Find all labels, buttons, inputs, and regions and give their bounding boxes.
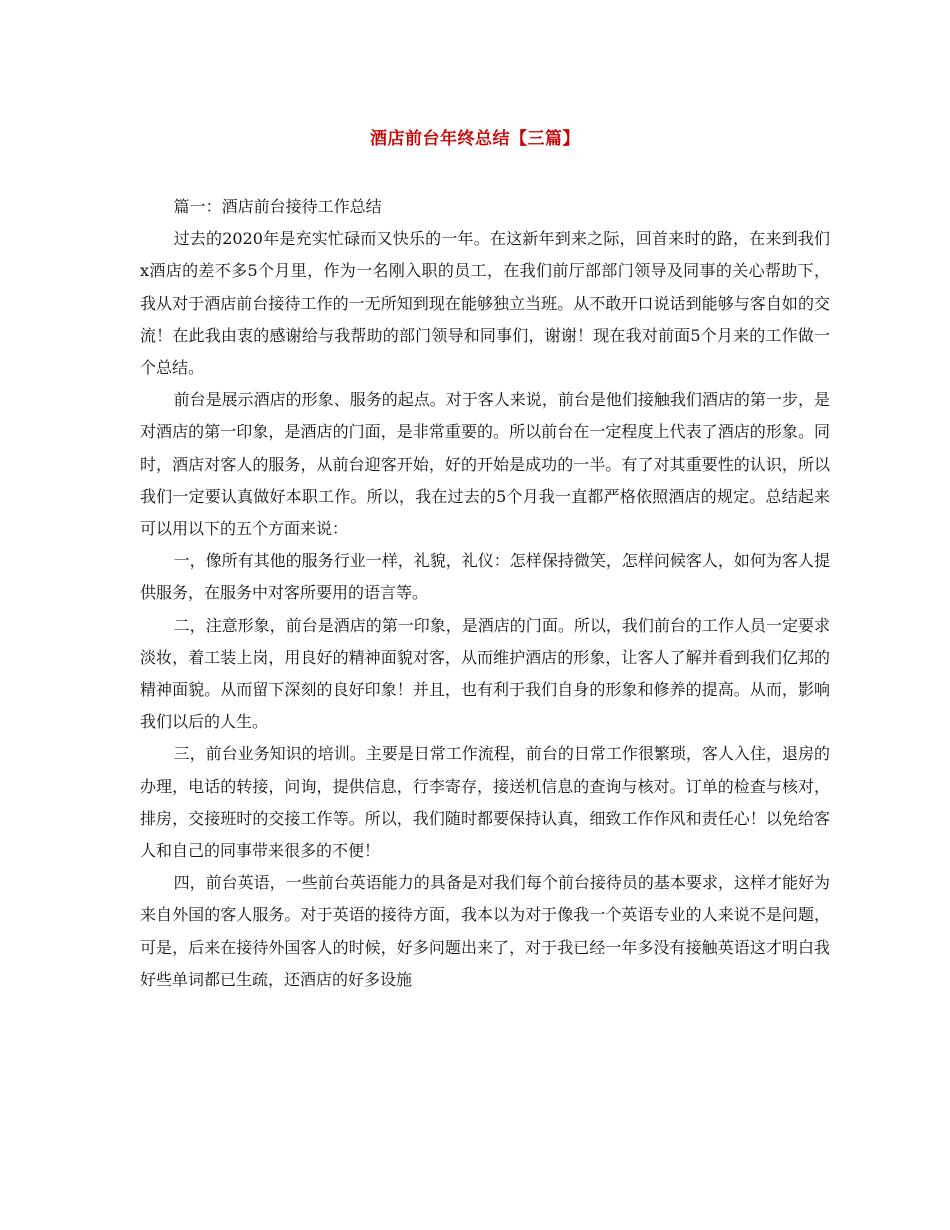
body-paragraph: 三，前台业务知识的培训。主要是日常工作流程，前台的日常工作很繁琐，客人入住，退房的办理，电话的转接，问询，提供信息，行李寄存，接送机信息的查询与核对。订单的检查与核对，排房，交接班时的交接工作等。所以，我们随时都要保持认真，细致工作作风和责任心！以免给客人和自己的同事带来很多的不便！ — [140, 744, 830, 861]
body-paragraph: 四，前台英语，一些前台英语能力的具备是对我们每个前台接待员的基本要求，这样才能好为来自外国的客人服务。对于英语的接待方面，我本以为对于像我一个英语专业的人来说不是问题，可是，后来在接待外国客人的时候，好多问题出来了，对于我已经一年多没有接触英语这才明白我好些单词都已生疏，还酒店的好多设施 — [140, 873, 830, 989]
document-title: 酒店前台年终总结【三篇】 — [370, 129, 580, 149]
body-paragraph: 过去的2020年是充实忙碌而又快乐的一年。在这新年到来之际，回首来时的路，在来到我们x酒店的差不多5个月里，作为一名刚入职的员工，在我们前厅部部门领导及同事的关心帮助下，我从对于酒店前台接待工作的一无所知到现在能够独立当班。从不敢开口说话到能够与客自如的交流！在此我由衷的感谢给与我帮助的部门领导和同事们，谢谢！现在我对前面5个月来的工作做一个总结。 — [140, 229, 830, 378]
body-paragraph: 一，像所有其他的服务行业一样，礼貌，礼仪：怎样保持微笑，怎样问候客人，如何为客人提供服务，在服务中对客所要用的语言等。 — [140, 551, 830, 603]
body-paragraph: 二，注意形象，前台是酒店的第一印象，是酒店的门面。所以，我们前台的工作人员一定要求淡妆，着工装上岗，用良好的精神面貌对客，从而维护酒店的形象，让客人了解并看到我们亿邦的精神面貌。从而留下深刻的良好印象！并且，也有利于我们自身的形象和修养的提高。从而，影响我们以后的人生。 — [140, 615, 830, 732]
document-body — [140, 191, 830, 996]
section-heading: 篇一：酒店前台接待工作总结 — [173, 197, 382, 216]
body-paragraph: 前台是展示酒店的形象、服务的起点。对于客人来说，前台是他们接触我们酒店的第一步，是对酒店的第一印象，是酒店的门面，是非常重要的。所以前台在一定程度上代表了酒店的形象。同时，酒店对客人的服务，从前台迎客开始，好的开始是成功的一半。有了对其重要性的认识，所以我们一定要认真做好本职工作。所以，我在过去的5个月我一直都严格依照酒店的规定。总结起来可以用以下的五个方面来说： — [140, 390, 830, 539]
